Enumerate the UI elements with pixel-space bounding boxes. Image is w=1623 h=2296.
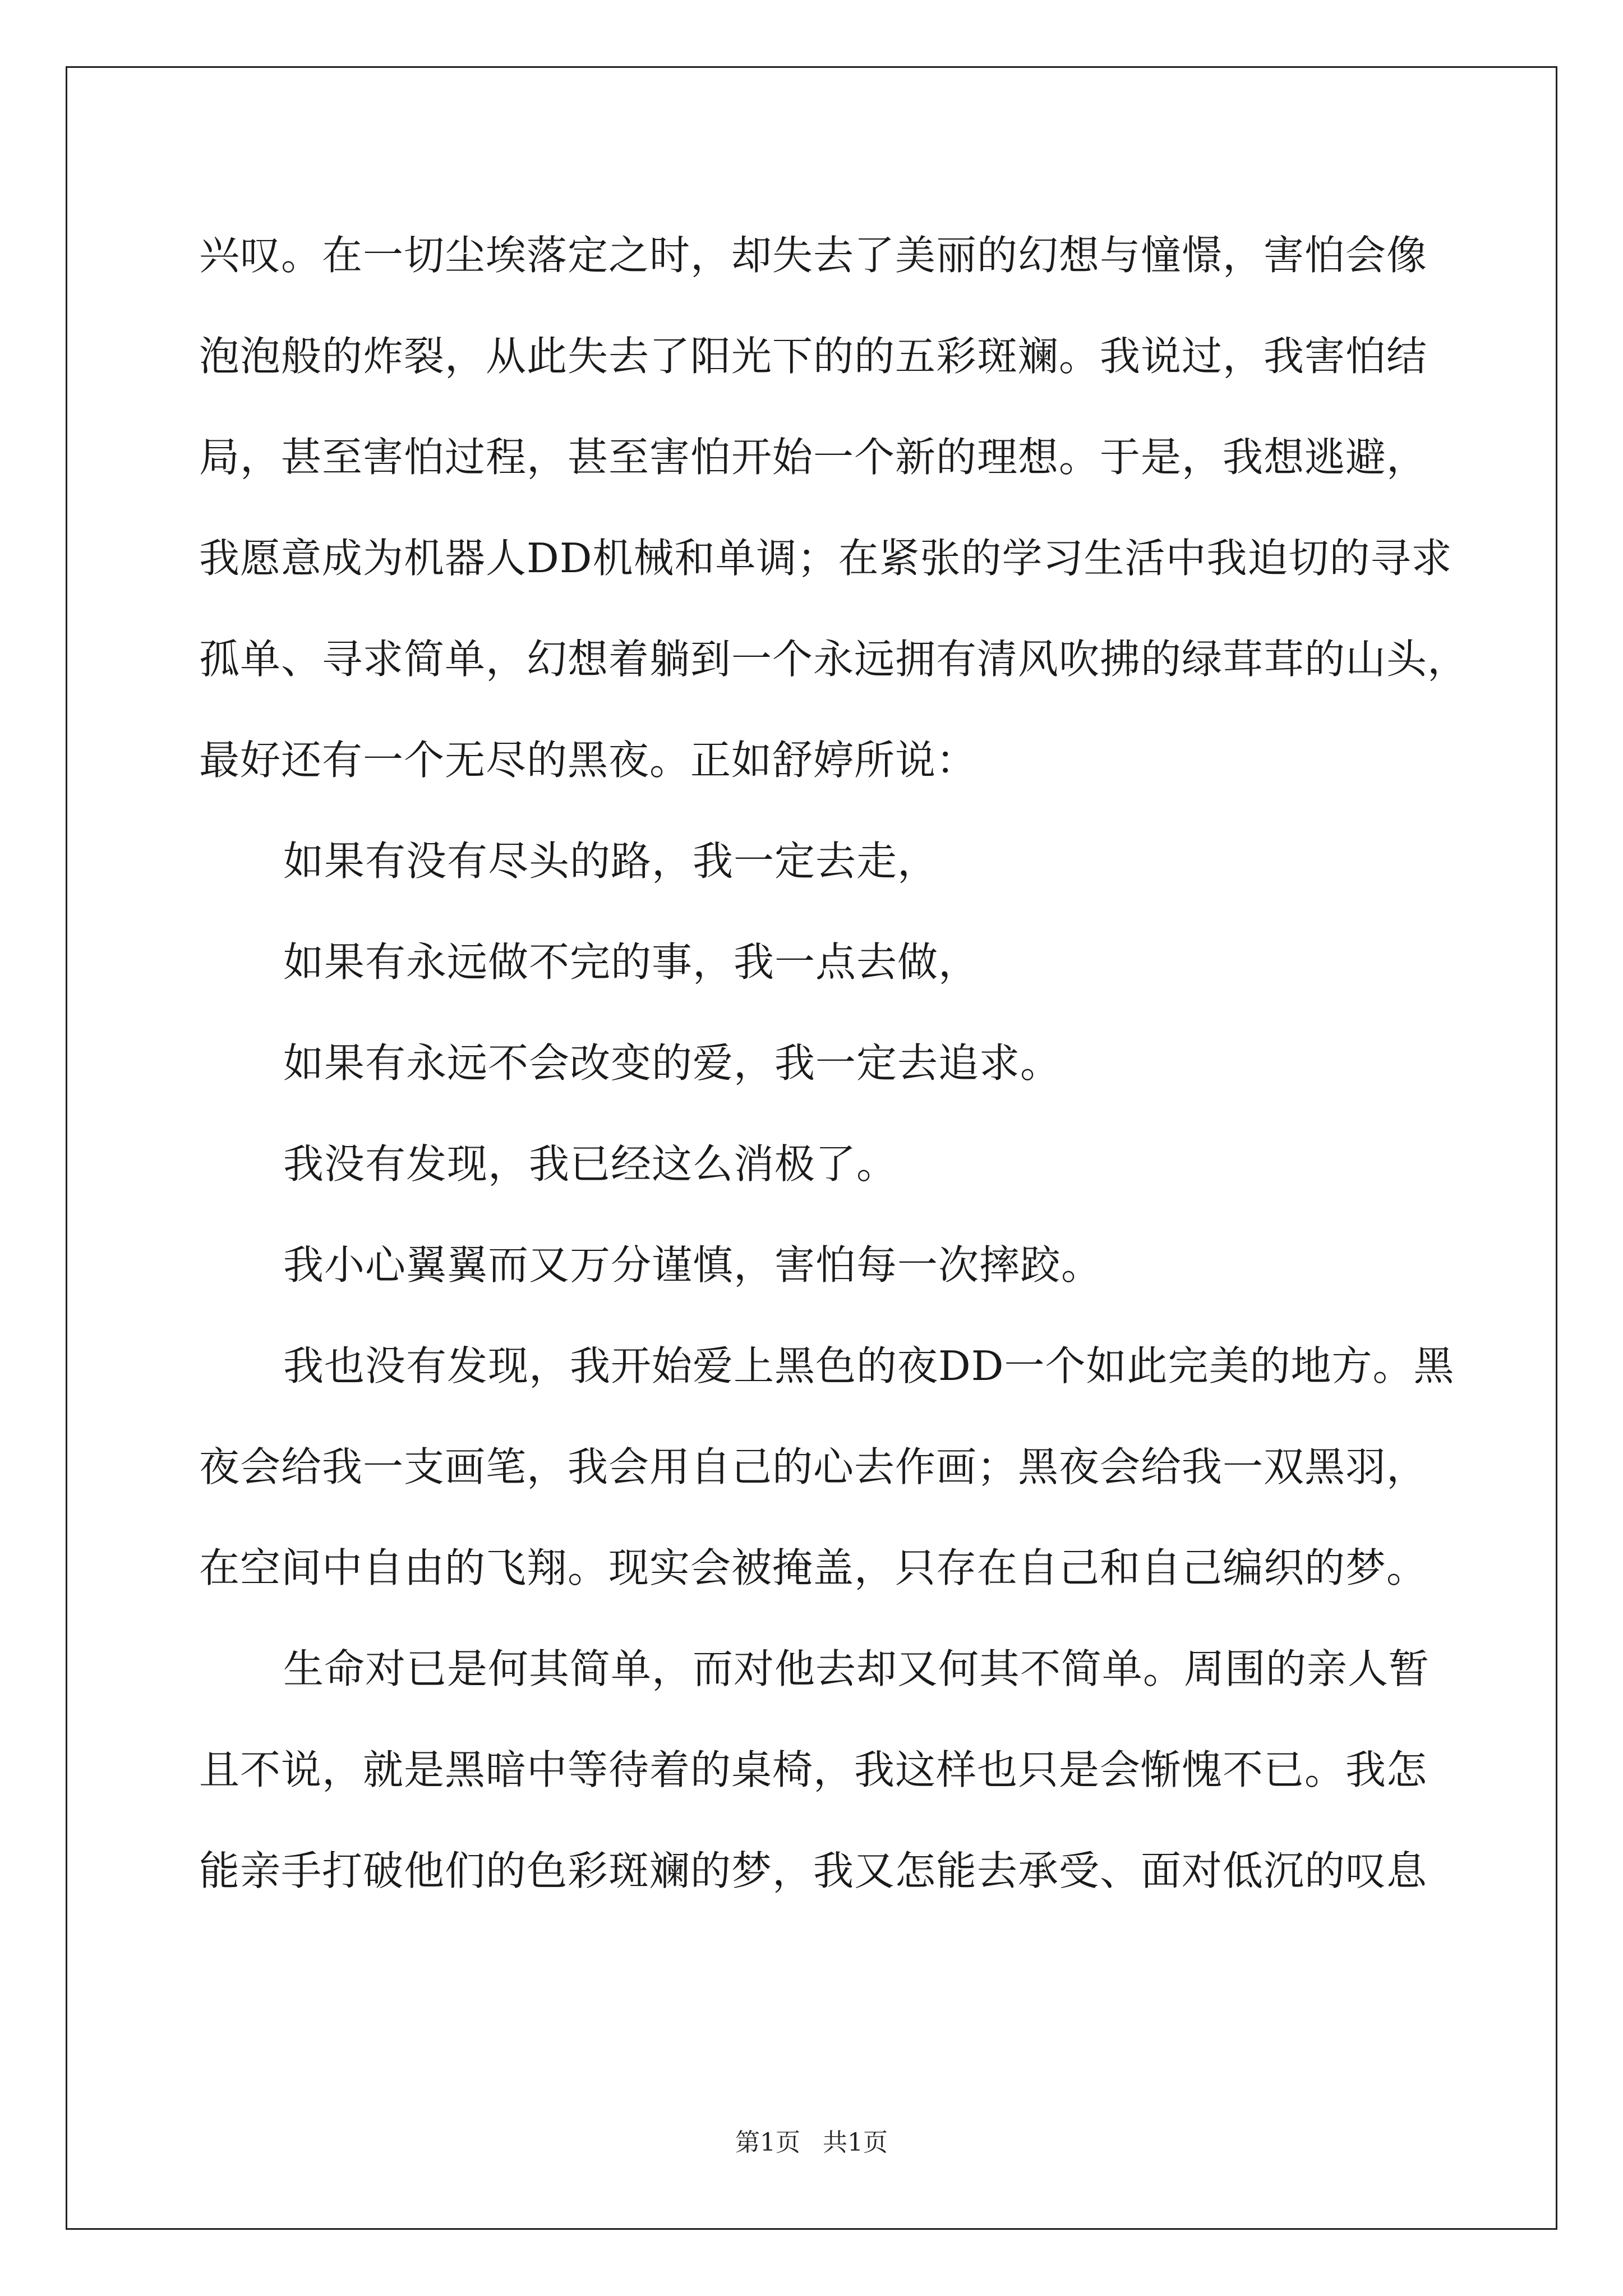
- poem-line: 如果有永远做不完的事，我一点去做，: [283, 938, 980, 986]
- text-line: 在空间中自由的飞翔。现实会被掩盖，只存在自己和自己编织的梦。: [199, 1544, 1428, 1591]
- text-line: 最好还有一个无尽的黑夜。正如舒婷所说：: [199, 737, 978, 784]
- paragraph-start-line: 我小心翼翼而又万分谨慎，害怕每一次摔跤。: [283, 1241, 1103, 1289]
- text-line: 能亲手打破他们的色彩斑斓的梦，我又怎能去承受、面对低沉的叹息: [199, 1847, 1428, 1894]
- text-line: 夜会给我一支画笔，我会用自己的心去作画；黑夜会给我一双黑羽，: [199, 1443, 1428, 1490]
- text-line: 且不说，就是黑暗中等待着的桌椅，我这样也只是会惭愧不已。我怎: [199, 1746, 1428, 1793]
- paragraph-start-line: 生命对已是何其简单，而对他去却又何其不简单。周围的亲人暂: [283, 1645, 1430, 1692]
- page-footer: [0, 2126, 1623, 2160]
- text-line: 局，甚至害怕过程，甚至害怕开始一个新的理想。于是，我想逃避，: [199, 434, 1428, 481]
- text-line: 我愿意成为机器人DD机械和单调；在紧张的学习生活中我迫切的寻求: [199, 535, 1453, 582]
- paragraph-start-line: 我也没有发现，我开始爱上黑色的夜DD一个如此完美的地方。黑: [283, 1342, 1455, 1389]
- poem-line: 如果有没有尽头的路，我一定去走，: [283, 838, 939, 885]
- text-line: 兴叹。在一切尘埃落定之时，却失去了美丽的幻想与憧憬，害怕会像: [199, 232, 1428, 279]
- page-number: 第1页: [735, 2128, 800, 2157]
- poem-line: 如果有永远不会改变的爱，我一定去追求。: [283, 1039, 1062, 1087]
- text-line: 泡泡般的炸裂，从此失去了阳光下的的五彩斑斓。我说过，我害怕结: [199, 333, 1428, 380]
- text-line: 孤单、寻求简单，幻想着躺到一个永远拥有清风吹拂的绿茸茸的山头，: [199, 636, 1469, 683]
- paragraph-start-line: 我没有发现，我已经这么消极了。: [283, 1140, 898, 1188]
- page-total: 共1页: [823, 2128, 888, 2157]
